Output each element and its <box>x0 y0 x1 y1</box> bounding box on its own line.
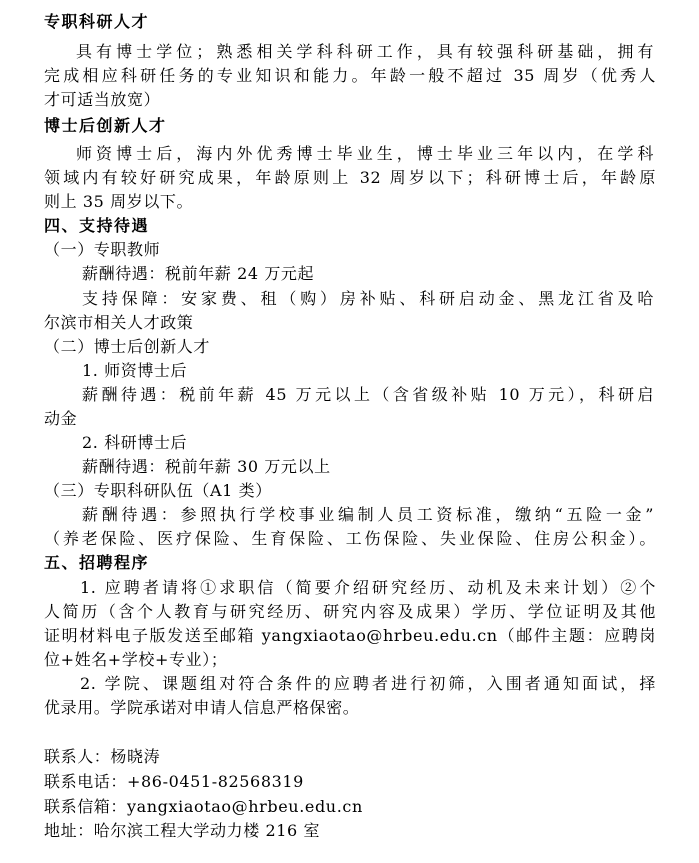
paragraph-line: 薪酬待遇：税前年薪 24 万元起 <box>82 264 315 283</box>
paragraph-line: 薪酬待遇：税前年薪 45 万元以上（含省级补贴 10 万元），科研启 <box>82 385 654 404</box>
paragraph-line: 动金 <box>44 409 78 428</box>
paragraph-line: 则上 35 周岁以下。 <box>44 192 194 211</box>
subheading-full-time-teacher: （一）专职教师 <box>44 240 161 259</box>
contact-address: 地址：哈尔滨工程大学动力楼 216 室 <box>44 821 321 840</box>
subheading-teaching-postdoc: 1. 师资博士后 <box>82 361 188 380</box>
subheading-research-postdoc: 2. 科研博士后 <box>82 433 188 452</box>
contact-email: 联系信箱：yangxiaotao@hrbeu.edu.cn <box>44 797 363 816</box>
contact-person: 联系人：杨晓涛 <box>44 747 161 766</box>
paragraph-line: 才可适当放宽） <box>44 90 161 109</box>
paragraph-line: （养老保险、医疗保险、生育保险、工伤保险、失业保险、住房公积金）。 <box>44 529 656 548</box>
subheading-postdoc-talent: （二）博士后创新人才 <box>44 337 211 356</box>
paragraph-line: 师资博士后，海内外优秀博士毕业生，博士毕业三年以内，在学科 <box>76 144 654 163</box>
paragraph-line: 尔滨市相关人才政策 <box>44 313 194 332</box>
paragraph-line: 完成相应科研任务的专业知识和能力。年龄一般不超过 35 周岁（优秀人 <box>44 66 656 85</box>
subheading-research-team: （三）专职科研队伍（A1 类） <box>44 481 272 500</box>
heading-postdoc: 博士后创新人才 <box>44 116 167 135</box>
paragraph-line: 优录用。学院承诺对申请人信息严格保密。 <box>44 698 360 717</box>
heading-procedure: 五、招聘程序 <box>44 553 150 572</box>
heading-support: 四、支持待遇 <box>44 216 150 235</box>
paragraph-line: 位+姓名+学校+专业）； <box>44 650 228 669</box>
paragraph-line: 1. 应聘者请将①求职信（简要介绍研究经历、动机及未来计划）②个 <box>80 578 656 597</box>
paragraph-line: 薪酬待遇：税前年薪 30 万元以上 <box>82 457 331 476</box>
paragraph-line: 具有博士学位；熟悉相关学科科研工作，具有较强科研基础，拥有 <box>76 42 654 61</box>
paragraph-line: 支持保障：安家费、租（购）房补贴、科研启动金、黑龙江省及哈 <box>82 289 654 308</box>
paragraph-line: 2. 学院、课题组对符合条件的应聘者进行初筛，入围者通知面试，择 <box>80 674 656 693</box>
paragraph-line: 薪酬待遇：参照执行学校事业编制人员工资标准，缴纳“五险一金” <box>82 505 654 524</box>
contact-phone: 联系电话：+86-0451-82568319 <box>44 772 304 791</box>
paragraph-line: 证明材料电子版发送至邮箱 yangxiaotao@hrbeu.edu.cn（邮件主题：应聘岗 <box>44 626 656 645</box>
heading-full-time-research: 专职科研人才 <box>44 12 150 31</box>
paragraph-line: 领域内有较好研究成果，年龄原则上 32 周岁以下；科研博士后，年龄原 <box>44 168 656 187</box>
paragraph-line: 人简历（含个人教育与研究经历、研究内容及成果）学历、学位证明及其他 <box>44 602 656 621</box>
